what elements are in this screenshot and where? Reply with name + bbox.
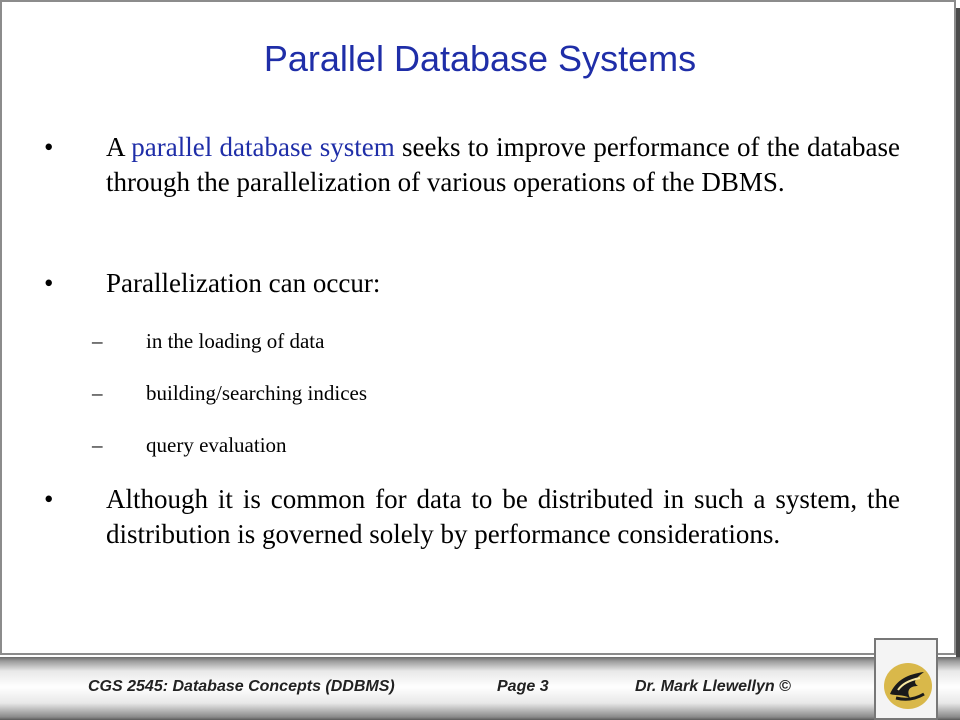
sub-item (92, 328, 324, 354)
bullet-2 (44, 266, 900, 301)
bullet-symbol: • (44, 132, 54, 162)
sub-item-text: building/searching indices (146, 381, 368, 405)
sub-item-text: query evaluation (146, 433, 287, 457)
dash-symbol: – (92, 381, 103, 405)
bullet-symbol: • (44, 484, 54, 514)
pegasus-logo-icon (882, 660, 934, 710)
logo-box (874, 638, 938, 720)
bullet-text-rest: seeks to improve performance of the database through the parallelization of various operations of the DBMS. (106, 132, 900, 197)
sub-item (92, 380, 367, 406)
highlight-term: parallel database system (131, 132, 395, 162)
bullet-symbol: • (44, 268, 54, 298)
bullet-text (106, 130, 900, 200)
footer-page-number: Page 3 (497, 678, 549, 695)
slide-title: Parallel Database Systems (263, 38, 697, 79)
bullet-text-prefix: A (106, 132, 132, 162)
bullet-text: Parallelization can occur: (106, 268, 381, 298)
bullet-text: Although it is common for data to be distributed in such a system, the distribution is governed solely by performance considerations. (106, 484, 900, 549)
dash-symbol: – (92, 329, 103, 353)
footer-author: Dr. Mark Llewellyn © (635, 678, 791, 695)
frame-shadow (956, 8, 960, 658)
sub-item (92, 432, 287, 458)
bullet-1 (44, 130, 900, 200)
dash-symbol: – (92, 433, 103, 457)
sub-item-text: in the loading of data (146, 329, 325, 353)
footer-course: CGS 2545: Database Concepts (DDBMS) (88, 678, 395, 695)
bullet-3 (44, 482, 900, 552)
